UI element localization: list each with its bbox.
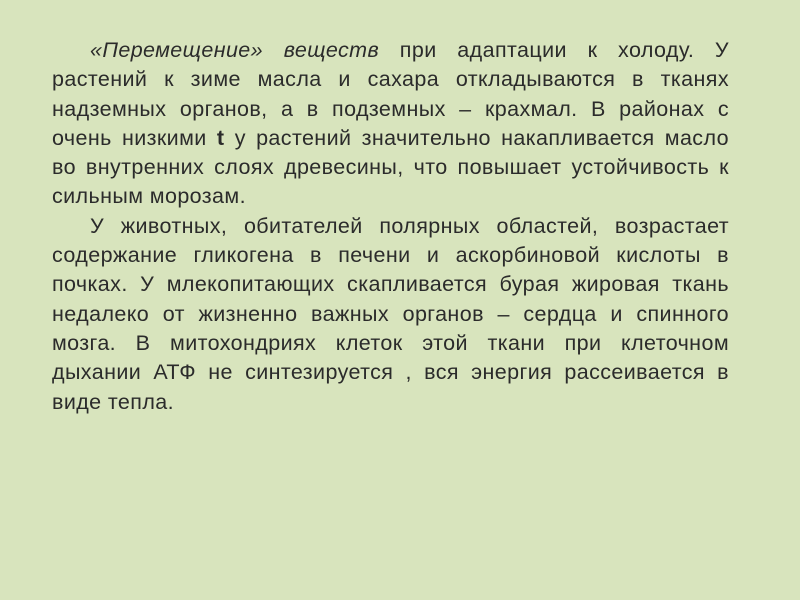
paragraph-plants-text-part2: у растений значительно накапливается масло во внутренних слоях древесины, что повышает устойчивость к сильным морозам. xyxy=(52,125,729,209)
italic-term: «Перемещение» веществ xyxy=(90,38,380,62)
slide-text-body xyxy=(52,36,729,417)
paragraph-plants-text-part1: при адаптации к холоду. У растений к зиме масла и сахара откладываются в тканях надземных органов, а в подземных – крахмал. В районах с очень низкими xyxy=(52,38,729,150)
paragraph-plants xyxy=(52,36,729,212)
temperature-symbol: t xyxy=(216,125,225,150)
paragraph-animals: У животных, обитателей полярных областей, возрастает содержание гликогена в печени и аскорбиновой кислоты в почках. У млекопитающих скапливается бурая жировая ткань недалеко от жизненно важных органов – сердца и спинного мозга. В митохондриях клеток этой ткани при клеточном дыхании АТФ не синтезируется , вся энергия рассеивается в виде тепла. xyxy=(52,213,729,414)
